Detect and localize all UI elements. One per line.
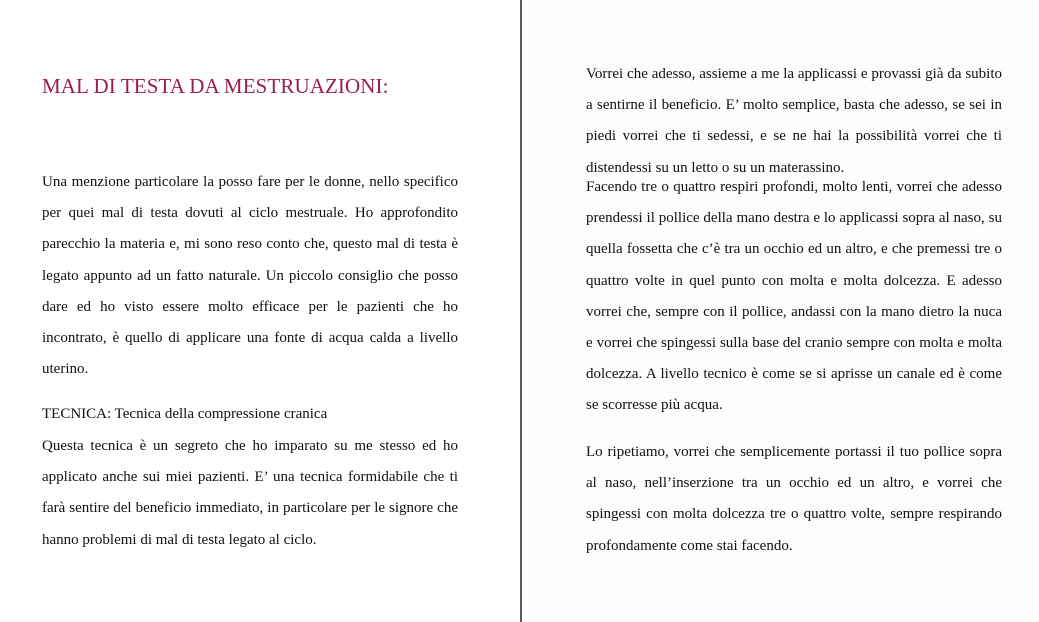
technique-title: Tecnica della compressione cranica	[114, 406, 328, 422]
intro-paragraph: Una menzione particolare la posso fare per le donne, nello specifico per quei mal di testa dovuti al ciclo mestruale. Ho approfondito parecchio la materia e, mi sono reso conto che, questo mal di testa è legato appunto ad un fatto naturale. Un piccolo consiglio che posso dare ed ho visto essere molto efficace per le pazienti che ho incontrato, è quello di applicare una fonte di acqua calda a livello uterino.	[42, 174, 458, 378]
technique-subheading	[42, 402, 458, 426]
section-heading: MAL DI TESTA DA MESTRUAZIONI:	[42, 74, 389, 98]
right-paragraph-2: Facendo tre o quattro respiri profondi, molto lenti, vorrei che adesso prendessi il pollice della mano destra e lo applicassi sopra al naso, su quella fossetta che c’è tra un occhio ed un altro, e che premessi tre o quattro volte in quel punto con molta e molta dolcezza. E adesso vorrei che, sempre con il pollice, andassi con la mano dietro la nuca e vorrei che spingessi sulla base del cranio sempre con molta e molta dolcezza. A livello tecnico è come se si aprisse un canale ed è come se scorresse più acqua.	[586, 179, 1002, 414]
technique-label: TECNICA:	[42, 406, 112, 422]
technique-paragraph: Questa tecnica è un segreto che ho imparato su me stesso ed ho applicato anche sui miei pazienti. E’ una tecnica formidabile che ti farà sentire del beneficio immediato, in particolare per le signore che hanno problemi di mal di testa legato al ciclo.	[42, 438, 458, 548]
page-divider	[520, 0, 522, 622]
right-paragraph-1: Vorrei che adesso, assieme a me la applicassi e provassi già da subito a sentirne il beneficio. E’ molto semplice, basta che adesso, se sei in piedi vorrei che ti sedessi, e se ne hai la possibilità vorrei che ti distendessi su un letto o su un materassino.	[586, 66, 1002, 176]
right-paragraph-3: Lo ripetiamo, vorrei che semplicemente portassi il tuo pollice sopra al naso, nell’inserzione tra un occhio ed un altro, e vorrei che spingessi con molta dolcezza tre o quattro volte, sempre respirando profondamente come stai facendo.	[586, 444, 1002, 554]
